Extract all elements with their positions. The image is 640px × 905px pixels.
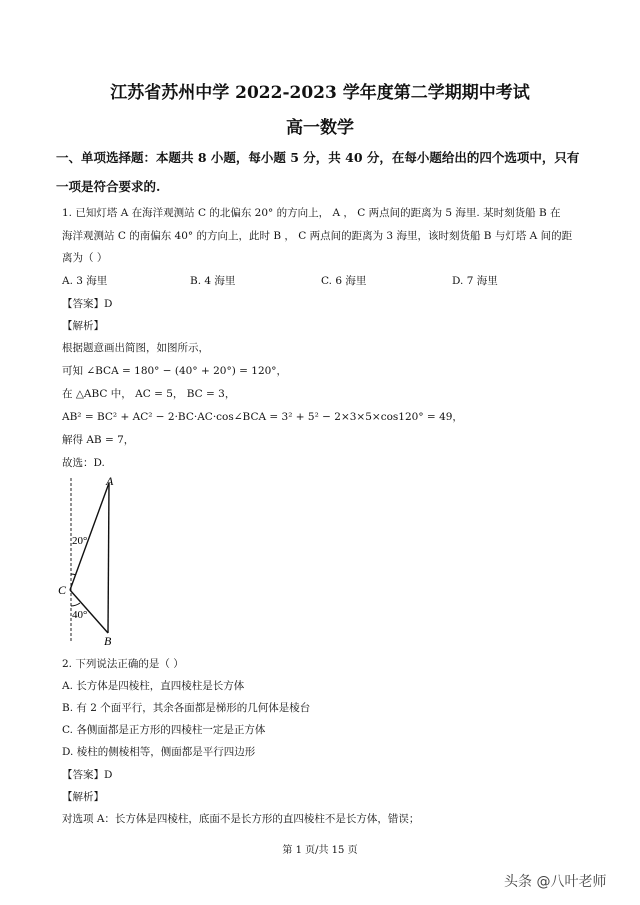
section-heading-line1: 一、单项选择题：本题共 8 小题，每小题 5 分，共 40 分，在每小题给出的四个选项中，只有 [56,150,580,165]
page-footer: 第 1 页/共 15 页 [282,845,358,856]
q1-solution-line5: 解得 AB = 7， [62,434,135,446]
q1-solution-line3: 在 △ABC 中， AC = 5， BC = 3， [62,388,236,400]
q2-option-c: C. 各侧面都是正方形的四棱柱一定是正方体 [62,724,266,736]
q2-analysis-label: 【解析】 [62,791,104,803]
point-b-label: B [104,634,112,648]
q1-stem-line1: 1. 已知灯塔 A 在海洋观测站 C 的北偏东 20° 的方向上， A ， C 两点间的距离为 5 海里. 某时刻货船 B 在 [62,207,561,219]
q1-option-c: C. 6 海里 [321,275,367,287]
triangle-figure [56,473,136,648]
q1-options [62,270,592,292]
page-subtitle: 高一数学 [286,118,354,138]
page-title: 江苏省苏州中学 2022-2023 学年度第二学期期中考试 [110,83,530,103]
q1-solution-line1: 根据题意画出简图，如图所示， [62,342,209,354]
q1-analysis-label: 【解析】 [62,320,104,332]
angle-arc-bottom [71,603,80,606]
angle-20-label: 20° [72,535,88,547]
q1-stem-line2: 海洋观测站 C 的南偏东 40° 的方向上，此时 B ， C 两点间的距离为 3 海里，该时刻货船 B 与灯塔 A 间的距 [62,230,573,242]
section-heading-line2: 一项是符合要求的. [56,179,161,194]
point-c-label: C [58,583,67,597]
q1-solution-line4: AB² = BC² + AC² − 2·BC·AC·cos∠BCA = 3² + 5² − 2×3×5×cos120° = 49， [62,411,463,423]
segment-ab [108,483,109,633]
angle-40-label: 40° [72,609,88,621]
q2-option-d: D. 棱柱的侧棱相等，侧面都是平行四边形 [62,746,256,758]
q2-solution-line1: 对选项 A：长方体是四棱柱，底面不是长方形的直四棱柱不是长方体，错误； [62,813,420,825]
q1-solution-line6: 故选：D. [62,457,105,469]
watermark: 头条 @八叶老师 [504,874,607,890]
q1-solution-line2: 可知 ∠BCA = 180° − (40° + 20°) = 120°， [62,365,288,377]
q2-answer: 【答案】D [62,769,113,781]
q1-option-a: A. 3 海里 [62,275,108,287]
q1-option-b: B. 4 海里 [190,275,236,287]
point-a-label: A [106,474,114,488]
q2-option-a: A. 长方体是四棱柱，直四棱柱是长方体 [62,680,245,692]
q1-option-d: D. 7 海里 [452,275,498,287]
q2-stem: 2. 下列说法正确的是（ ） [62,658,184,670]
q1-answer: 【答案】D [62,298,113,310]
q1-stem-line3: 离为（ ） [62,252,108,264]
q2-option-b: B. 有 2 个面平行，其余各面都是梯形的几何体是棱台 [62,702,311,714]
